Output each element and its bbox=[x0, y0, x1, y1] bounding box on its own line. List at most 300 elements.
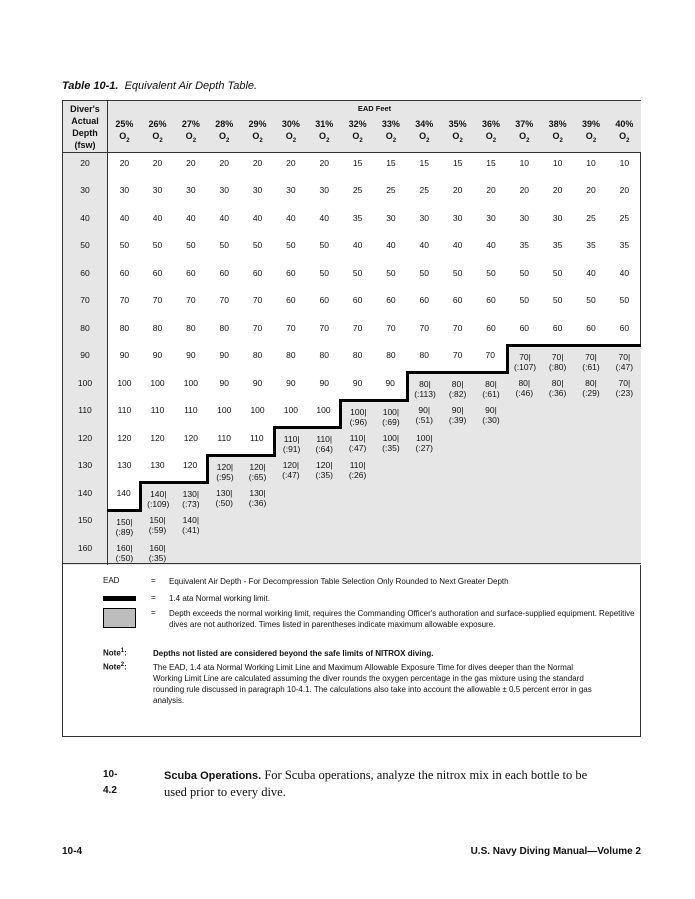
ead-cell: 100 bbox=[217, 405, 232, 415]
column-header bbox=[274, 118, 307, 153]
ead-cell: 20 bbox=[619, 185, 630, 195]
column-header bbox=[174, 118, 207, 153]
ead-cell: 60 bbox=[552, 322, 563, 333]
column-header bbox=[608, 118, 641, 153]
ead-cell: 110 bbox=[250, 432, 264, 443]
column-percent: 26% bbox=[148, 119, 167, 129]
note-text: The EAD, 1.4 ata Normal Working Limit Line and Maximum Allowable Exposure Time for dives deeper than the Normal Working Limit Line are calculated assuming the diver rounds the oxygen percentage in the gas mixture using the standard rounding rule discussed in paragraph 10-4.1. The calculations also take into account the allowable ± 0.5 percent error in gas analysis. bbox=[153, 663, 592, 705]
ead-cell: 90 bbox=[219, 377, 229, 388]
ead-cell: 50 bbox=[552, 295, 563, 305]
ead-cell bbox=[374, 455, 407, 483]
depth-cell: 30 bbox=[63, 180, 108, 208]
ead-cell: 80|(:113) bbox=[408, 373, 441, 401]
gas-symbol: O bbox=[319, 131, 327, 141]
ead-cell bbox=[574, 400, 607, 428]
column-header bbox=[574, 118, 607, 153]
ead-cell: 15 bbox=[386, 158, 396, 168]
ead-cell: 130 bbox=[150, 460, 165, 470]
gas-symbol: O bbox=[219, 131, 227, 141]
gas-subscript: 2 bbox=[559, 137, 563, 144]
table-row bbox=[63, 180, 641, 208]
depth-cell: 160 bbox=[63, 538, 108, 566]
column-percent: 40% bbox=[615, 119, 634, 129]
ead-cell bbox=[541, 538, 574, 566]
column-gas bbox=[274, 130, 307, 147]
column-header bbox=[108, 118, 141, 153]
ead-cell bbox=[241, 510, 274, 538]
ead-cell: 50 bbox=[252, 240, 263, 250]
ead-cell: 130|(:50) bbox=[208, 483, 241, 511]
ead-cell: 40 bbox=[619, 267, 630, 278]
ead-cell: 110|(:64) bbox=[308, 428, 341, 456]
ead-cell: 20 bbox=[552, 185, 563, 195]
ead-cell: 90 bbox=[319, 377, 329, 388]
ead-cell bbox=[408, 538, 441, 566]
ead-cell bbox=[508, 455, 541, 483]
ead-cell: 150|(:89) bbox=[108, 510, 141, 538]
ead-cell: 70 bbox=[186, 295, 196, 305]
ead-cell: 70 bbox=[152, 295, 163, 305]
ead-cell: 30 bbox=[319, 185, 329, 195]
row-header-line: (fsw) bbox=[74, 139, 96, 150]
ead-cell: 35 bbox=[552, 240, 563, 250]
ead-cell: 140|(:109) bbox=[141, 483, 174, 511]
ead-cell: 80 bbox=[386, 350, 396, 360]
ead-cell: 70 bbox=[485, 350, 495, 360]
ead-cell: 40 bbox=[586, 267, 596, 278]
ead-cell: 110|(:47) bbox=[341, 428, 374, 456]
ead-cell: 100 bbox=[250, 405, 265, 415]
column-header bbox=[308, 118, 341, 153]
ead-cell bbox=[208, 538, 241, 566]
gas-symbol: O bbox=[619, 131, 627, 141]
manual-title: U.S. Navy Diving Manual—Volume 2 bbox=[470, 846, 641, 857]
ead-cell: 90 bbox=[186, 350, 196, 360]
ead-cell: 60 bbox=[152, 267, 163, 278]
ead-cell: 35 bbox=[519, 240, 530, 250]
legend-equals: = bbox=[151, 576, 156, 585]
ead-cell: 20 bbox=[152, 158, 163, 168]
gas-subscript: 2 bbox=[292, 137, 297, 144]
ead-cell: 40 bbox=[352, 240, 363, 250]
ead-cell: 70|(:23) bbox=[608, 373, 641, 401]
ead-cell: 90 bbox=[352, 377, 363, 388]
ead-cell: 110|(:91) bbox=[274, 428, 307, 456]
ead-cell: 110 bbox=[117, 405, 132, 415]
gas-symbol: O bbox=[585, 131, 593, 141]
ead-cell bbox=[508, 400, 541, 428]
ead-cell: 100 bbox=[150, 377, 165, 388]
ead-cell: 15 bbox=[452, 158, 463, 168]
ead-cell bbox=[541, 510, 574, 538]
table-row bbox=[63, 290, 641, 318]
ead-cell: 100 bbox=[117, 377, 132, 388]
ead-cell: 130|(:73) bbox=[174, 483, 207, 511]
ead-cell: 110 bbox=[184, 405, 198, 415]
ead-cell: 50 bbox=[619, 295, 630, 305]
depth-cell: 130 bbox=[63, 455, 108, 483]
legend-text: Depth exceeds the normal working limit, requires the Commanding Officer's authoration and surface-supplied equipment. Repetitive dives are not authorized. Times listed in parentheses indicate maximum allowable exposure. bbox=[169, 609, 635, 629]
depth-cell: 70 bbox=[63, 290, 108, 318]
section-number: 10-4.2 bbox=[103, 769, 118, 796]
legend-text: 1.4 ata Normal working limit. bbox=[169, 594, 270, 603]
section-heading: Scuba Operations. bbox=[164, 770, 262, 782]
gas-symbol: O bbox=[285, 131, 293, 141]
ead-cell: 160|(:35) bbox=[141, 538, 174, 566]
ead-cell: 50 bbox=[319, 267, 329, 278]
table-row bbox=[63, 483, 641, 511]
ead-cell: 100|(:69) bbox=[374, 400, 407, 428]
ead-cell: 60 bbox=[286, 295, 296, 305]
ead-cell: 60 bbox=[519, 322, 530, 333]
page-number: 10-4 bbox=[62, 846, 83, 857]
gas-symbol: O bbox=[452, 131, 460, 141]
table-row bbox=[63, 263, 641, 291]
ead-cell bbox=[508, 538, 541, 566]
table-title: Equivalent Air Depth Table. bbox=[124, 80, 258, 92]
ead-cell: 30 bbox=[519, 212, 530, 223]
gas-subscript: 2 bbox=[626, 137, 630, 144]
ead-cell bbox=[474, 538, 507, 566]
ead-cell: 50 bbox=[119, 240, 130, 250]
column-gas bbox=[341, 130, 374, 147]
ead-cell: 120 bbox=[150, 432, 165, 443]
ead-cell: 110|(:26) bbox=[341, 455, 374, 483]
ead-cell: 50 bbox=[286, 240, 296, 250]
row-header-line: Diver's bbox=[70, 103, 100, 114]
table-caption bbox=[62, 80, 257, 92]
ead-cell: 90|(:39) bbox=[441, 400, 474, 428]
column-gas bbox=[241, 130, 274, 147]
column-gas bbox=[574, 130, 607, 147]
ead-cell bbox=[441, 428, 474, 456]
ead-cell bbox=[441, 455, 474, 483]
ead-cell: 30 bbox=[452, 212, 463, 223]
ead-cell: 25 bbox=[419, 185, 429, 195]
ead-cell: 30 bbox=[219, 185, 229, 195]
gas-subscript: 2 bbox=[326, 137, 330, 144]
table-row bbox=[63, 428, 641, 456]
column-gas bbox=[408, 130, 441, 147]
column-header bbox=[141, 118, 174, 153]
gas-subscript: 2 bbox=[359, 137, 363, 144]
column-percent: 36% bbox=[481, 119, 500, 129]
ead-cell bbox=[408, 455, 441, 483]
ead-cell bbox=[608, 428, 641, 456]
ead-cell bbox=[541, 455, 574, 483]
ead-cell: 60 bbox=[586, 322, 596, 333]
ead-cell: 40 bbox=[186, 212, 196, 223]
ead-cell bbox=[574, 455, 607, 483]
ead-cell: 10 bbox=[586, 158, 596, 168]
column-percent: 37% bbox=[515, 119, 534, 129]
ead-cell: 30 bbox=[186, 185, 196, 195]
ead-cell: 60 bbox=[486, 295, 496, 305]
ead-cell: 30 bbox=[286, 185, 296, 195]
legend-equals: = bbox=[151, 593, 156, 602]
column-header bbox=[241, 118, 274, 153]
ead-cell: 20 bbox=[286, 158, 296, 168]
legend-key: EAD bbox=[103, 576, 120, 585]
ead-cell: 50 bbox=[219, 240, 229, 250]
ead-cell: 50 bbox=[519, 295, 530, 305]
ead-cell: 60 bbox=[286, 267, 296, 278]
ead-cell bbox=[541, 400, 574, 428]
gas-subscript: 2 bbox=[226, 137, 230, 144]
ead-cell: 50 bbox=[586, 295, 596, 305]
column-gas bbox=[141, 130, 174, 147]
ead-cell: 50 bbox=[186, 240, 196, 250]
ead-cell bbox=[408, 483, 441, 511]
ead-cell: 80|(:46) bbox=[508, 373, 541, 401]
column-gas bbox=[608, 130, 641, 147]
ead-cell: 70|(:80) bbox=[541, 345, 574, 373]
ead-cell: 120|(:47) bbox=[274, 455, 307, 483]
ead-cell bbox=[574, 510, 607, 538]
ead-cell bbox=[208, 510, 241, 538]
ead-cell bbox=[474, 510, 507, 538]
gas-symbol: O bbox=[152, 131, 160, 141]
ead-cell: 20 bbox=[586, 185, 596, 195]
ead-cell: 20 bbox=[452, 185, 463, 195]
depth-cell: 140 bbox=[63, 483, 108, 511]
depth-cell: 40 bbox=[63, 208, 108, 236]
table-row bbox=[63, 455, 641, 483]
column-header bbox=[341, 118, 374, 153]
column-percent: 34% bbox=[415, 119, 434, 129]
ead-cell bbox=[574, 483, 607, 511]
section-text: For Scuba operations, analyze the nitrox mix in each bottle to be used prior to every dive. bbox=[164, 768, 588, 799]
ead-cell: 80 bbox=[186, 322, 196, 333]
ead-cell bbox=[508, 510, 541, 538]
table-row bbox=[63, 510, 641, 538]
ead-cell: 90 bbox=[252, 377, 263, 388]
gas-subscript: 2 bbox=[259, 137, 263, 144]
depth-cell: 60 bbox=[63, 263, 108, 291]
gas-subscript: 2 bbox=[492, 137, 497, 144]
ead-cell: 60 bbox=[186, 267, 196, 278]
ead-cell: 80|(:61) bbox=[474, 373, 507, 401]
ead-cell: 100 bbox=[316, 405, 331, 415]
ead-cell: 130 bbox=[117, 460, 132, 470]
note-superscript: 1 bbox=[120, 648, 125, 654]
ead-cell: 110 bbox=[150, 405, 165, 415]
ead-cell: 70|(:47) bbox=[608, 345, 641, 373]
ead-cell: 15 bbox=[352, 158, 363, 168]
ead-cell: 20 bbox=[519, 185, 530, 195]
ead-cell bbox=[608, 455, 641, 483]
ead-cell bbox=[608, 510, 641, 538]
ead-cell: 130|(:36) bbox=[241, 483, 274, 511]
ead-cell: 10 bbox=[519, 158, 530, 168]
note-label-text: Note bbox=[103, 648, 121, 658]
ead-cell: 20 bbox=[119, 158, 130, 168]
row-header bbox=[63, 101, 108, 153]
gas-subscript: 2 bbox=[392, 137, 397, 144]
ead-cell: 60 bbox=[252, 267, 263, 278]
gas-subscript: 2 bbox=[459, 137, 463, 144]
ead-cell: 80 bbox=[219, 322, 229, 333]
ead-cell bbox=[441, 483, 474, 511]
ead-cell: 70 bbox=[452, 350, 463, 360]
ead-cell: 35 bbox=[352, 212, 363, 223]
ead-cell bbox=[374, 483, 407, 511]
ead-cell: 50 bbox=[552, 267, 563, 278]
gas-subscript: 2 bbox=[126, 137, 130, 144]
table-row bbox=[63, 153, 641, 181]
ead-cell bbox=[341, 483, 374, 511]
column-header bbox=[508, 118, 541, 153]
ead-cell: 140 bbox=[116, 487, 131, 498]
table-row bbox=[63, 538, 641, 566]
ead-cell bbox=[174, 538, 207, 566]
ead-cell: 50 bbox=[452, 267, 463, 278]
ead-cell: 70 bbox=[386, 322, 396, 333]
ead-table-box bbox=[62, 100, 641, 737]
ead-cell: 35 bbox=[619, 240, 630, 250]
ead-cell: 20 bbox=[486, 185, 496, 195]
gas-symbol: O bbox=[385, 131, 393, 141]
ead-cell bbox=[441, 538, 474, 566]
ead-cell: 25 bbox=[352, 185, 363, 195]
ead-cell: 80 bbox=[352, 350, 363, 360]
ead-cell: 70|(:107) bbox=[508, 345, 541, 373]
column-gas bbox=[374, 130, 407, 147]
ead-cell: 40 bbox=[252, 212, 263, 223]
ead-cell bbox=[541, 483, 574, 511]
column-percent: 38% bbox=[548, 119, 567, 129]
ead-cell bbox=[274, 483, 307, 511]
ead-cell: 60 bbox=[219, 267, 229, 278]
ead-cell: 30 bbox=[119, 185, 130, 195]
legend-text: Equivalent Air Depth - For Decompression Table Selection Only Rounded to Next Greater Depth bbox=[169, 577, 509, 586]
column-gas bbox=[508, 130, 541, 147]
ead-cell bbox=[608, 400, 641, 428]
ead-cell: 80 bbox=[286, 350, 296, 360]
table-row bbox=[63, 208, 641, 236]
ead-cell: 60 bbox=[452, 295, 463, 305]
ead-cell bbox=[441, 510, 474, 538]
gas-subscript: 2 bbox=[192, 137, 197, 144]
depth-cell: 90 bbox=[63, 345, 108, 373]
ead-cell: 90 bbox=[385, 377, 395, 388]
ead-cell bbox=[308, 510, 341, 538]
ead-cell: 140|(:41) bbox=[174, 510, 207, 538]
ead-cell bbox=[508, 428, 541, 456]
ead-cell: 60 bbox=[419, 295, 429, 305]
column-percent: 39% bbox=[581, 119, 600, 129]
gas-symbol: O bbox=[252, 131, 260, 141]
ead-cell: 60 bbox=[486, 322, 496, 333]
ead-feet-header: EAD Feet bbox=[108, 101, 642, 118]
ead-cell: 30 bbox=[486, 212, 496, 223]
column-header bbox=[374, 118, 407, 153]
ead-cell: 90 bbox=[119, 350, 130, 360]
ead-cell: 40 bbox=[486, 240, 496, 250]
column-percent: 28% bbox=[215, 119, 234, 129]
ead-cell: 70 bbox=[419, 322, 429, 333]
gas-symbol: O bbox=[352, 131, 360, 141]
section-body bbox=[164, 767, 604, 800]
ead-cell: 70|(:61) bbox=[574, 345, 607, 373]
column-percent: 32% bbox=[348, 119, 367, 129]
ead-cell: 70 bbox=[352, 322, 363, 333]
ead-cell bbox=[341, 510, 374, 538]
ead-cell bbox=[608, 538, 641, 566]
gas-symbol: O bbox=[552, 131, 560, 141]
ead-cell: 50 bbox=[419, 267, 429, 278]
ead-cell: 70 bbox=[252, 295, 263, 305]
ead-cell bbox=[574, 428, 607, 456]
ead-cell: 25 bbox=[586, 212, 596, 223]
note-text: Depths not listed are considered beyond the safe limits of NITROX diving. bbox=[153, 649, 434, 658]
ead-cell: 80 bbox=[319, 350, 329, 360]
ead-cell: 110 bbox=[217, 432, 231, 443]
gas-subscript: 2 bbox=[159, 137, 163, 144]
ead-cell: 40 bbox=[419, 240, 429, 250]
column-percent: 30% bbox=[281, 119, 300, 129]
ead-cell bbox=[574, 538, 607, 566]
ead-cell: 30 bbox=[386, 212, 396, 223]
ead-cell: 90|(:30) bbox=[474, 400, 507, 428]
note-label: Note$^2$: bbox=[103, 662, 127, 672]
gas-symbol: O bbox=[185, 131, 193, 141]
ead-cell: 150|(:59) bbox=[141, 510, 174, 538]
gas-subscript: 2 bbox=[526, 137, 530, 144]
gas-subscript: 2 bbox=[592, 137, 597, 144]
ead-cell bbox=[241, 538, 274, 566]
ead-cell: 20 bbox=[252, 158, 263, 168]
ead-cell: 80 bbox=[152, 322, 163, 333]
ead-cell bbox=[308, 483, 341, 511]
ead-cell: 30 bbox=[552, 212, 563, 223]
column-percent: 33% bbox=[381, 119, 400, 129]
ead-cell: 70 bbox=[119, 295, 130, 305]
ead-cell: 70 bbox=[319, 322, 329, 333]
ead-cell: 60 bbox=[352, 295, 363, 305]
row-header-line: Depth bbox=[72, 127, 98, 138]
ead-cell: 80|(:36) bbox=[541, 373, 574, 401]
note-superscript: 2 bbox=[120, 662, 125, 668]
ead-cell: 40 bbox=[219, 212, 229, 223]
ead-cell: 30 bbox=[152, 185, 163, 195]
thick-line-swatch bbox=[103, 596, 136, 601]
ead-cell: 30 bbox=[252, 185, 263, 195]
ead-cell: 25 bbox=[619, 212, 630, 223]
depth-cell: 20 bbox=[63, 153, 108, 181]
ead-cell: 120 bbox=[183, 460, 198, 470]
ead-cell: 80 bbox=[252, 350, 263, 360]
ead-cell: 120|(:35) bbox=[308, 455, 341, 483]
ead-cell: 60 bbox=[386, 295, 396, 305]
ead-cell: 120 bbox=[117, 432, 132, 443]
ead-cell: 80|(:29) bbox=[574, 373, 607, 401]
column-header bbox=[441, 118, 474, 153]
depth-cell: 50 bbox=[63, 235, 108, 263]
ead-cell: 20 bbox=[319, 158, 329, 168]
ead-cell: 40 bbox=[286, 212, 296, 223]
ead-cell: 50 bbox=[152, 240, 163, 250]
row-header-line: Actual bbox=[71, 115, 99, 126]
ead-cell: 120 bbox=[183, 432, 198, 443]
ead-cell: 60 bbox=[619, 322, 630, 333]
ead-cell: 90 bbox=[286, 377, 296, 388]
ead-cell: 120|(:65) bbox=[241, 455, 274, 483]
ead-cell: 40 bbox=[119, 212, 130, 223]
gas-symbol: O bbox=[519, 131, 527, 141]
ead-cell: 100|(:35) bbox=[374, 428, 407, 456]
column-gas bbox=[441, 130, 474, 147]
